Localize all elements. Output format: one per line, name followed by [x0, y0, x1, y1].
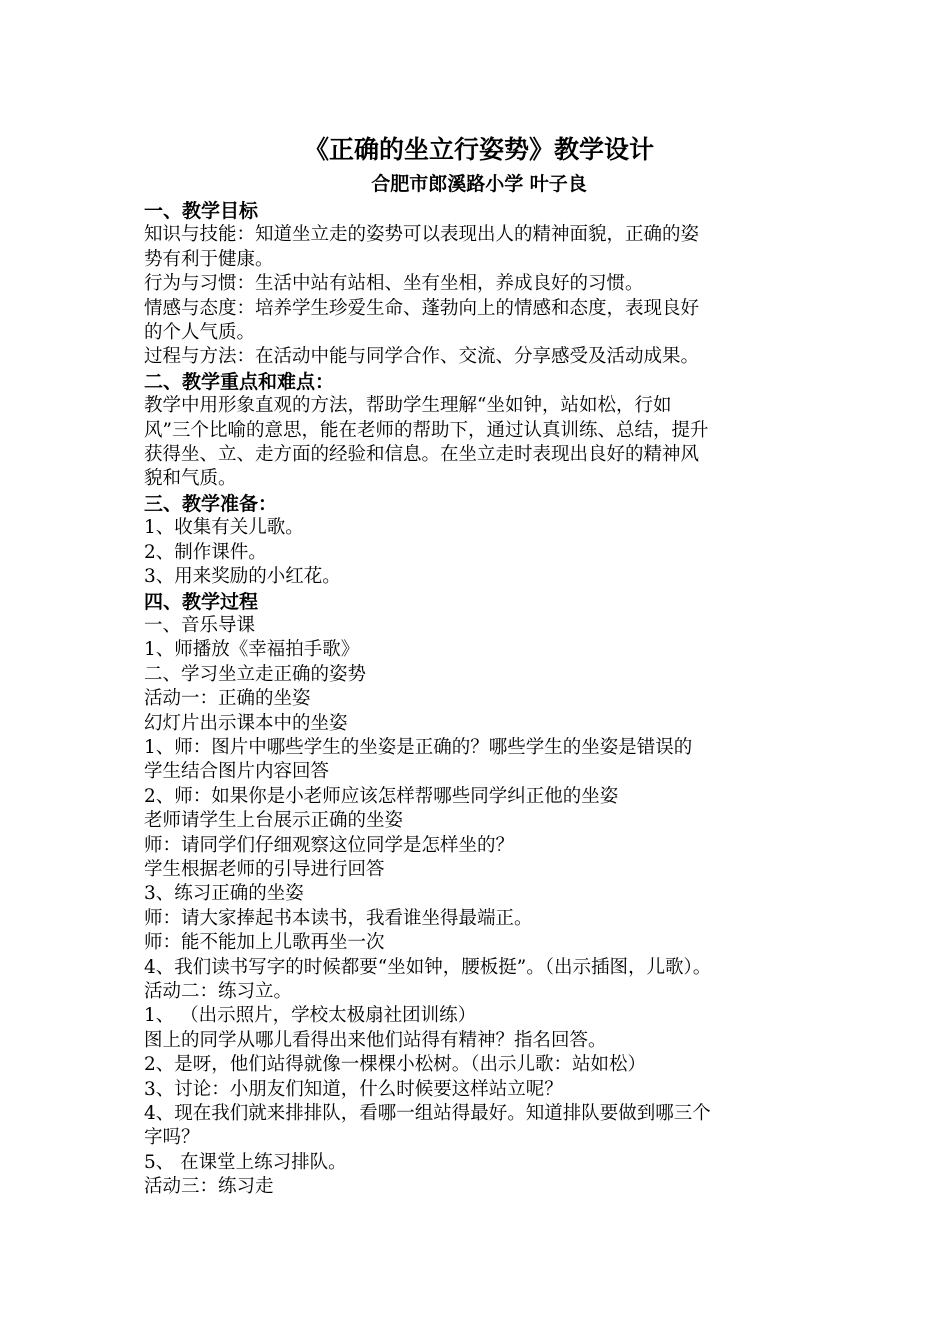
- text-line: 活动二：练习立。: [144, 981, 293, 1002]
- text-line: 3、用来奖励的小红花。: [144, 566, 341, 588]
- text-line: 老师请学生上台展示正确的坐姿: [144, 810, 404, 832]
- document-page: [144, 131, 814, 1200]
- text-line: 获得坐、立、走方面的经验和信息。在坐立走时表现出良好的精神风: [144, 444, 700, 466]
- text-line: 4、我们读书写字的时候都要“坐如钟，腰板挺”。（出示插图，儿歌）。: [144, 956, 712, 978]
- text-line: 1、师播放《幸福拍手歌》: [144, 639, 360, 661]
- text-line: 二、学习坐立走正确的姿势: [144, 663, 367, 685]
- text-line: 3、练习正确的坐姿: [144, 883, 304, 905]
- text-line: 教学中用形象直观的方法，帮助学生理解“坐如钟，站如松，行如: [144, 395, 672, 417]
- text-line: 4、现在我们就来排排队，看哪一组站得最好。知道排队要做到哪三个: [144, 1103, 711, 1125]
- section-heading: 二、教学重点和难点：: [144, 370, 335, 393]
- text-line: 1、师：图片中哪些学生的坐姿是正确的？哪些学生的坐姿是错误的: [144, 736, 693, 758]
- text-line: 活动一：正确的坐姿: [144, 688, 311, 710]
- section-heading: 一、教学目标: [144, 200, 259, 222]
- text-line: 风”三个比喻的意思，能在老师的帮助下，通过认真训练、总结，提升: [144, 419, 709, 441]
- text-line: 知识与技能：知道坐立走的姿势可以表现出人的精神面貌，正确的姿: [144, 224, 700, 246]
- text-line: 1、收集有关儿歌。: [144, 517, 304, 539]
- text-line: 1、 （出示照片，学校太极扇社团训练）: [144, 1005, 477, 1027]
- text-line: 势有利于健康。: [144, 248, 274, 270]
- text-line: 一、音乐导课: [144, 614, 256, 636]
- text-line: 行为与习惯：生活中站有站相、坐有坐相，养成良好的习惯。: [144, 273, 644, 295]
- text-line: 图上的同学从哪儿看得出来他们站得有精神？指名回答。: [144, 1029, 607, 1051]
- text-line: 师：能不能加上儿歌再坐一次: [144, 932, 385, 954]
- text-line: 2、是呀，他们站得就像一棵棵小松树。（出示儿歌：站如松）: [144, 1054, 647, 1076]
- document-title: 《正确的坐立行姿势》教学设计: [303, 135, 654, 164]
- text-line: 的个人气质。: [144, 322, 256, 344]
- text-line: 学生根据老师的引导进行回答: [144, 858, 385, 880]
- text-line: 学生结合图片内容回答: [144, 761, 330, 783]
- text-line: 2、师：如果你是小老师应该怎样帮哪些同学纠正他的坐姿: [144, 785, 619, 807]
- text-line: 师：请同学们仔细观察这位同学是怎样坐的？: [144, 834, 515, 856]
- text-line: 过程与方法：在活动中能与同学合作、交流、分享感受及活动成果。: [144, 346, 700, 368]
- document-author: 合肥市郎溪路小学 叶子良: [371, 173, 587, 195]
- text-line: 师：请大家捧起书本读书，我看谁坐得最端正。: [144, 907, 533, 929]
- text-line: 字吗？: [144, 1127, 200, 1149]
- document-body: [144, 199, 814, 1200]
- text-line: 活动三：练习走: [144, 1176, 274, 1198]
- text-line: 2、制作课件。: [144, 541, 267, 563]
- text-line: 情感与态度：培养学生珍爱生命、蓬勃向上的情感和态度，表现良好: [144, 297, 700, 319]
- section-heading: 四、教学过程: [144, 590, 259, 613]
- text-line: 3、讨论：小朋友们知道，什么时候要这样站立呢？: [144, 1078, 563, 1100]
- section-heading: 三、教学准备：: [144, 492, 278, 515]
- text-line: 貌和气质。: [144, 468, 237, 490]
- text-line: 幻灯片出示课本中的坐姿: [144, 712, 348, 734]
- text-line: 5、 在课堂上练习排队。: [144, 1151, 347, 1173]
